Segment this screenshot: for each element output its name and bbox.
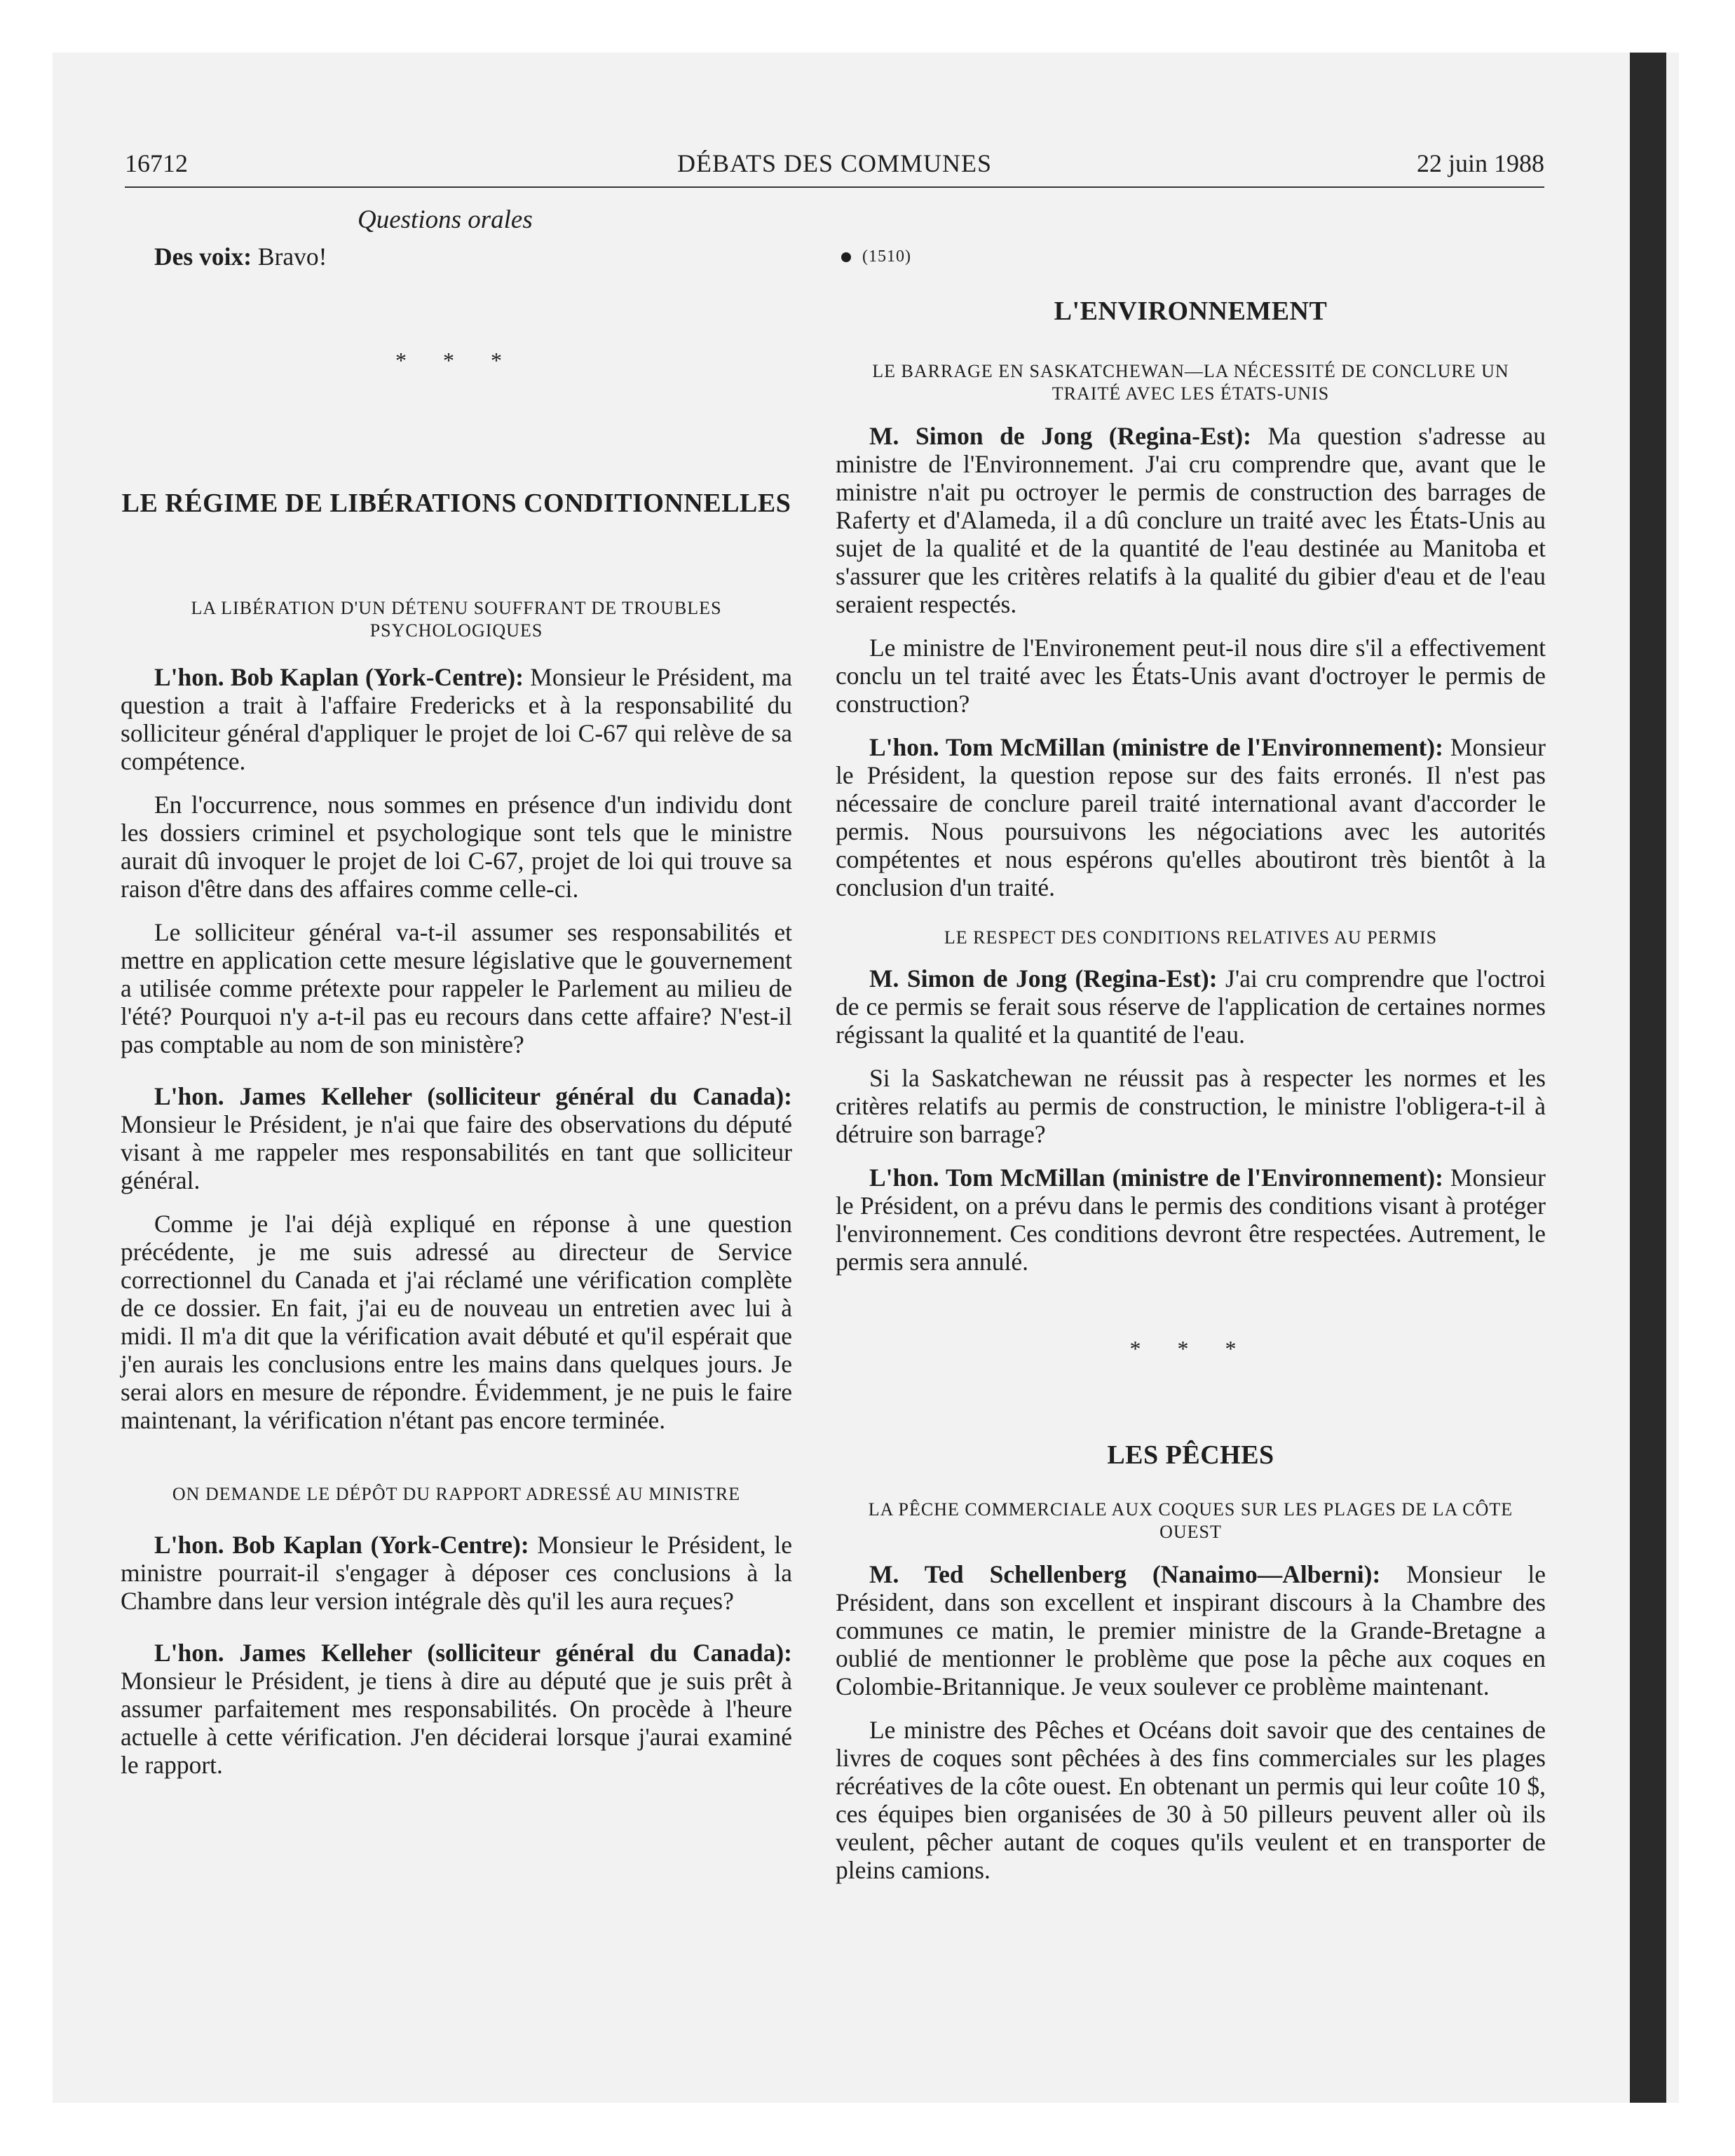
section-separator: * * * [395, 348, 517, 373]
heading-parole: LE RÉGIME DE LIBÉRATIONS CONDITIONNELLES [121, 489, 791, 518]
paragraph-text: Bravo! [252, 243, 327, 271]
subheading-barrage: LE BARRAGE EN SASKATCHEWAN—LA NÉCESSITÉ DE CONCLURE UN TRAITÉ AVEC LES ÉTATS-UNIS [872, 361, 1509, 404]
paragraph [121, 1082, 792, 1194]
speaker-name: L'hon. Bob Kaplan (York-Centre): [154, 1531, 529, 1559]
left-column [121, 243, 792, 1794]
speaker-name: L'hon. Bob Kaplan (York-Centre): [154, 663, 524, 691]
paragraph: Si la Saskatchewan ne réussit pas à respecter les normes et les critères relatifs au permis de construction, le ministre l'obligera-t-il à détruire son barrage? [836, 1064, 1546, 1148]
paragraph [121, 1531, 792, 1615]
applause-paragraph [154, 243, 792, 271]
right-column [836, 243, 1546, 1899]
heading-environnement: L'ENVIRONNEMENT [1054, 296, 1328, 326]
speaker-name: M. Simon de Jong (Regina-Est): [869, 422, 1251, 450]
subheading-conditions: LE RESPECT DES CONDITIONS RELATIVES AU PERMIS [944, 927, 1438, 948]
scan-edge [1630, 53, 1666, 2103]
paragraph: Le ministre de l'Environement peut-il nous dire s'il a effectivement conclu un tel traité avec les États-Unis avant d'octroyer le permis de construction? [836, 634, 1546, 718]
section-title: Questions orales [358, 205, 533, 234]
speaker-name: M. Simon de Jong (Regina-Est): [869, 964, 1218, 992]
paragraph-text: Monsieur le Président, dans son excellent et inspirant discours à la Chambre des communes ce matin, le premier ministre de la Grande-Bretagne a oublié de mentionner le problème que pose la pêche aux coques en Colombie-Britannique. Je veux soulever ce problème maintenant. [836, 1560, 1546, 1700]
paragraph: Comme je l'ai déjà expliqué en réponse à une question précédente, je me suis adressé au directeur de Service correctionnel du Canada et j'ai réclamé une vérification complète de ce dossier. En fait, j'ai eu de nouveau un entretien avec lui à midi. Il m'a dit que la vérification avait débuté et qu'il espérait que j'en aurais les conclusions entre les mains dans quelques jours. Je serai alors en mesure de répondre. Évidemment, je ne puis le faire maintenant, la vérification n'étant pas encore terminée. [121, 1210, 792, 1434]
subheading-depot: ON DEMANDE LE DÉPÔT DU RAPPORT ADRESSÉ AU MINISTRE [172, 1484, 741, 1504]
paragraph-text: Monsieur le Président, le ministre pourrait-il s'engager à déposer ces conclusions à la Chambre dans leur version intégrale dès qu'il les aura reçues? [121, 1531, 793, 1615]
paragraph-text: Monsieur le Président, je n'ai que faire des observations du député visant à me rappeler mes responsabilités en tant que solliciteur général. [121, 1110, 792, 1194]
paragraph [836, 733, 1546, 901]
subheading-coques: LA PÊCHE COMMERCIALE AUX COQUES SUR LES PLAGES DE LA CÔTE OUEST [868, 1499, 1513, 1542]
publication-date: 22 juin 1988 [1416, 149, 1544, 177]
paragraph: En l'occurrence, nous sommes en présence d'un individu dont les dossiers criminel et psychologique sont tels que le ministre aurait dû invoquer le projet de loi C-67, projet de loi qui trouve sa raison d'être dans des affaires comme celle-ci. [121, 791, 792, 903]
timestamp-text: (1510) [862, 247, 911, 266]
paragraph [836, 1164, 1546, 1276]
paragraph-text: Ma question s'adresse au ministre de l'Environnement. J'ai cru comprendre que, avant que le ministre n'ait pu octroyer le permis de construction des barrages de Raferty et d'Alameda, il a dû conclure un traité avec les États-Unis au sujet de la qualité et de la quantité de l'eau destinée au Manitoba et s'assurer que les critères relatifs à la qualité du gibier d'eau et de l'eau seraient respectés. [836, 422, 1546, 618]
subheading-liberation: LA LIBÉRATION D'UN DÉTENU SOUFFRANT DE TROUBLES PSYCHOLOGIQUES [191, 598, 722, 641]
paragraph [836, 964, 1546, 1049]
speaker-name: L'hon. James Kelleher (solliciteur général du Canada): [154, 1639, 792, 1667]
section-separator: * * * [1129, 1336, 1252, 1361]
paragraph [836, 1560, 1546, 1700]
publication-title: DÉBATS DES COMMUNES [676, 149, 993, 177]
speaker-name: M. Ted Schellenberg (Nanaimo—Alberni): [869, 1560, 1381, 1588]
paragraph: Le solliciteur général va-t-il assumer ses responsabilités et mettre en application cette mesure législative que le gouvernement a utilisée comme prétexte pour rappeler le Parlement au milieu de l'été? Pourquoi n'y a-t-il pas eu recours dans cette affaire? N'est-il pas comptable au nom de son ministère? [121, 918, 792, 1058]
paragraph-text: Monsieur le Président, ma question a trait à l'affaire Fredericks et à la responsabilité du solliciteur général d'appliquer le projet de loi C-67 qui relève de sa compétence. [121, 663, 793, 775]
speaker-name: L'hon. Tom McMillan (ministre de l'Environnement): [869, 1164, 1443, 1192]
page-header [125, 146, 1544, 188]
paragraph-text: Monsieur le Président, on a prévu dans le permis des conditions visant à protéger l'environnement. Ces conditions devront être respectées. Autrement, le permis sera annulé. [836, 1164, 1546, 1276]
speaker-name: Des voix: [154, 243, 252, 271]
paragraph-text: Monsieur le Président, je tiens à dire au député que je suis prêt à assumer parfaitement mes responsabilités. On procède à l'heure actuelle à cette vérification. J'en déciderai lorsque j'aurai examiné le rapport. [121, 1667, 792, 1779]
speaker-name: L'hon. James Kelleher (solliciteur général du Canada): [154, 1082, 792, 1110]
paragraph [121, 663, 792, 775]
speaker-name: L'hon. Tom McMillan (ministre de l'Environnement): [869, 733, 1443, 761]
paragraph [121, 1639, 792, 1779]
bullet-icon [841, 252, 851, 262]
paragraph-text: J'ai cru comprendre que l'octroi de ce permis se ferait sous réserve de l'application de certaines normes régissant la qualité et la quantité de l'eau. [836, 964, 1546, 1049]
page-number: 16712 [125, 149, 188, 177]
paragraph-text: Monsieur le Président, la question repose sur des faits erronés. Il n'est pas nécessaire de conclure pareil traité international avant d'accorder le permis. Nous poursuivons les négociations avec les autorités compétentes et nous espérons qu'elles aboutiront très bientôt à la conclusion d'un traité. [836, 733, 1546, 901]
timestamp [836, 243, 1546, 271]
paragraph [836, 422, 1546, 618]
heading-peches: LES PÊCHES [1107, 1440, 1274, 1470]
paragraph: Le ministre des Pêches et Océans doit savoir que des centaines de livres de coques sont pêchées à des fins commerciales sur les plages récréatives de la côte ouest. En obtenant un permis qui leur coûte 10 $, ces équipes bien organisées de 30 à 50 pilleurs peuvent aller où ils veulent, pêcher autant de coques qu'ils veulent et en transporter de pleins camions. [836, 1716, 1546, 1884]
